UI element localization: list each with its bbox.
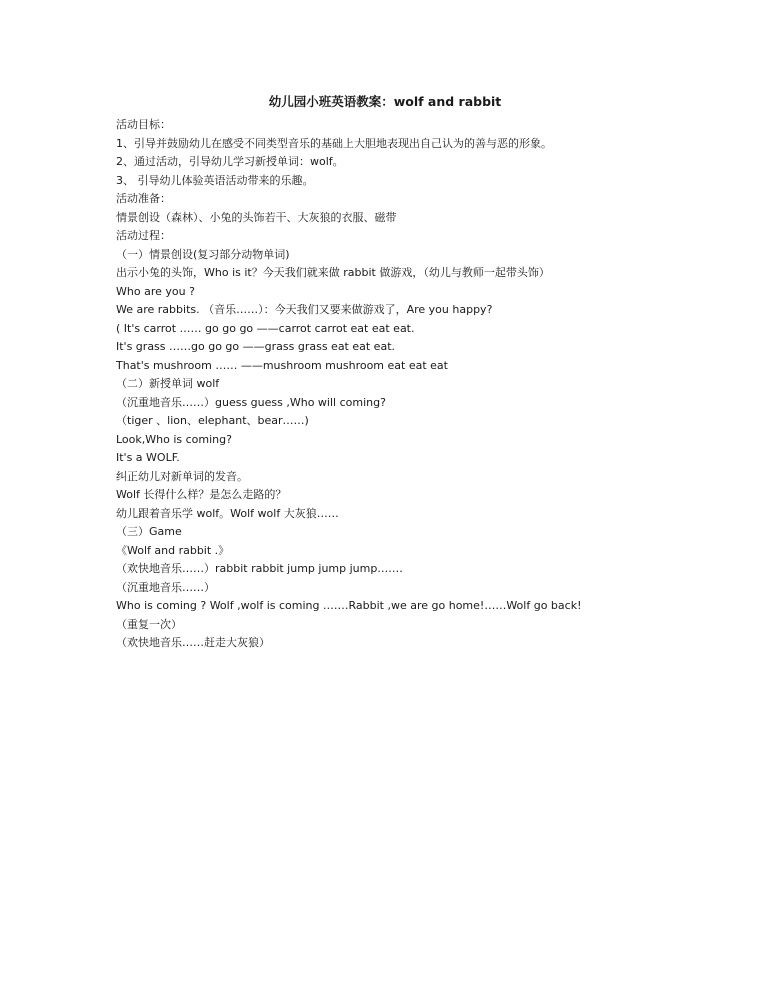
page-title: 幼儿园小班英语教案：wolf and rabbit	[268, 94, 502, 109]
document-line: 情景创设（森林）、小兔的头饰若干、大灰狼的衣服、磁带	[116, 210, 397, 224]
document-line: （沉重地音乐……）	[116, 580, 215, 594]
document-line: It's grass ……go go go ——grass grass eat eat eat.	[116, 340, 396, 353]
document-line: 1、引导并鼓励幼儿在感受不同类型音乐的基础上大胆地表现出自己认为的善与恶的形象。	[116, 136, 552, 150]
document-line: 2、通过活动，引导幼儿学习新授单词：wolf。	[116, 155, 344, 168]
document-line: Who is coming ? Wolf ,wolf is coming .……Rabbit ,we are go home!……Wolf go back!	[116, 599, 582, 612]
document-line: We are rabbits. （音乐……）：今天我们又要来做游戏了，Are you happy?	[116, 303, 493, 316]
document-line: 幼儿跟着音乐学 wolf。Wolf wolf 大灰狼……	[116, 506, 339, 520]
document-line: 3、 引导幼儿体验英语活动带来的乐趣。	[116, 173, 314, 187]
document-line: 纠正幼儿对新单词的发音。	[116, 469, 248, 483]
document-line: （一）情景创设(复习部分动物单词)	[116, 247, 290, 261]
document-line: Who are you ?	[116, 284, 195, 298]
document-line: 活动过程：	[116, 229, 171, 242]
document-line: 出示小兔的头饰，Who is it？今天我们就来做 rabbit 做游戏，（幼儿与教师一起带头饰）	[116, 266, 550, 279]
document-line: Look,Who is coming?	[116, 432, 232, 446]
document-line: Wolf 长得什么样？是怎么走路的？	[116, 488, 287, 501]
document-line: 活动目标：	[116, 118, 171, 131]
document-line: That's mushroom …… ——mushroom mushroom eat eat eat	[116, 358, 448, 372]
document-line: 《Wolf and rabbit .》	[116, 543, 230, 557]
document-line: （二）新授单词 wolf	[116, 377, 220, 390]
document-line: （tiger 、lion、elephant、bear……)	[116, 414, 309, 427]
document-line: （欢快地音乐……赶走大灰狼）	[116, 636, 270, 649]
document-line: ( It's carrot …… go go go ——carrot carrot eat eat eat.	[116, 321, 415, 335]
document-line: （重复一次）	[116, 617, 182, 631]
document-line: （欢快地音乐……）rabbit rabbit jump jump jump.……	[116, 562, 403, 575]
document-line: It's a WOLF.	[116, 451, 180, 464]
document-line: 活动准备：	[116, 192, 171, 205]
document-line: （沉重地音乐……）guess guess ,Who will coming?	[116, 395, 386, 409]
document-body	[116, 116, 746, 653]
document-line: （三）Game	[116, 525, 182, 538]
